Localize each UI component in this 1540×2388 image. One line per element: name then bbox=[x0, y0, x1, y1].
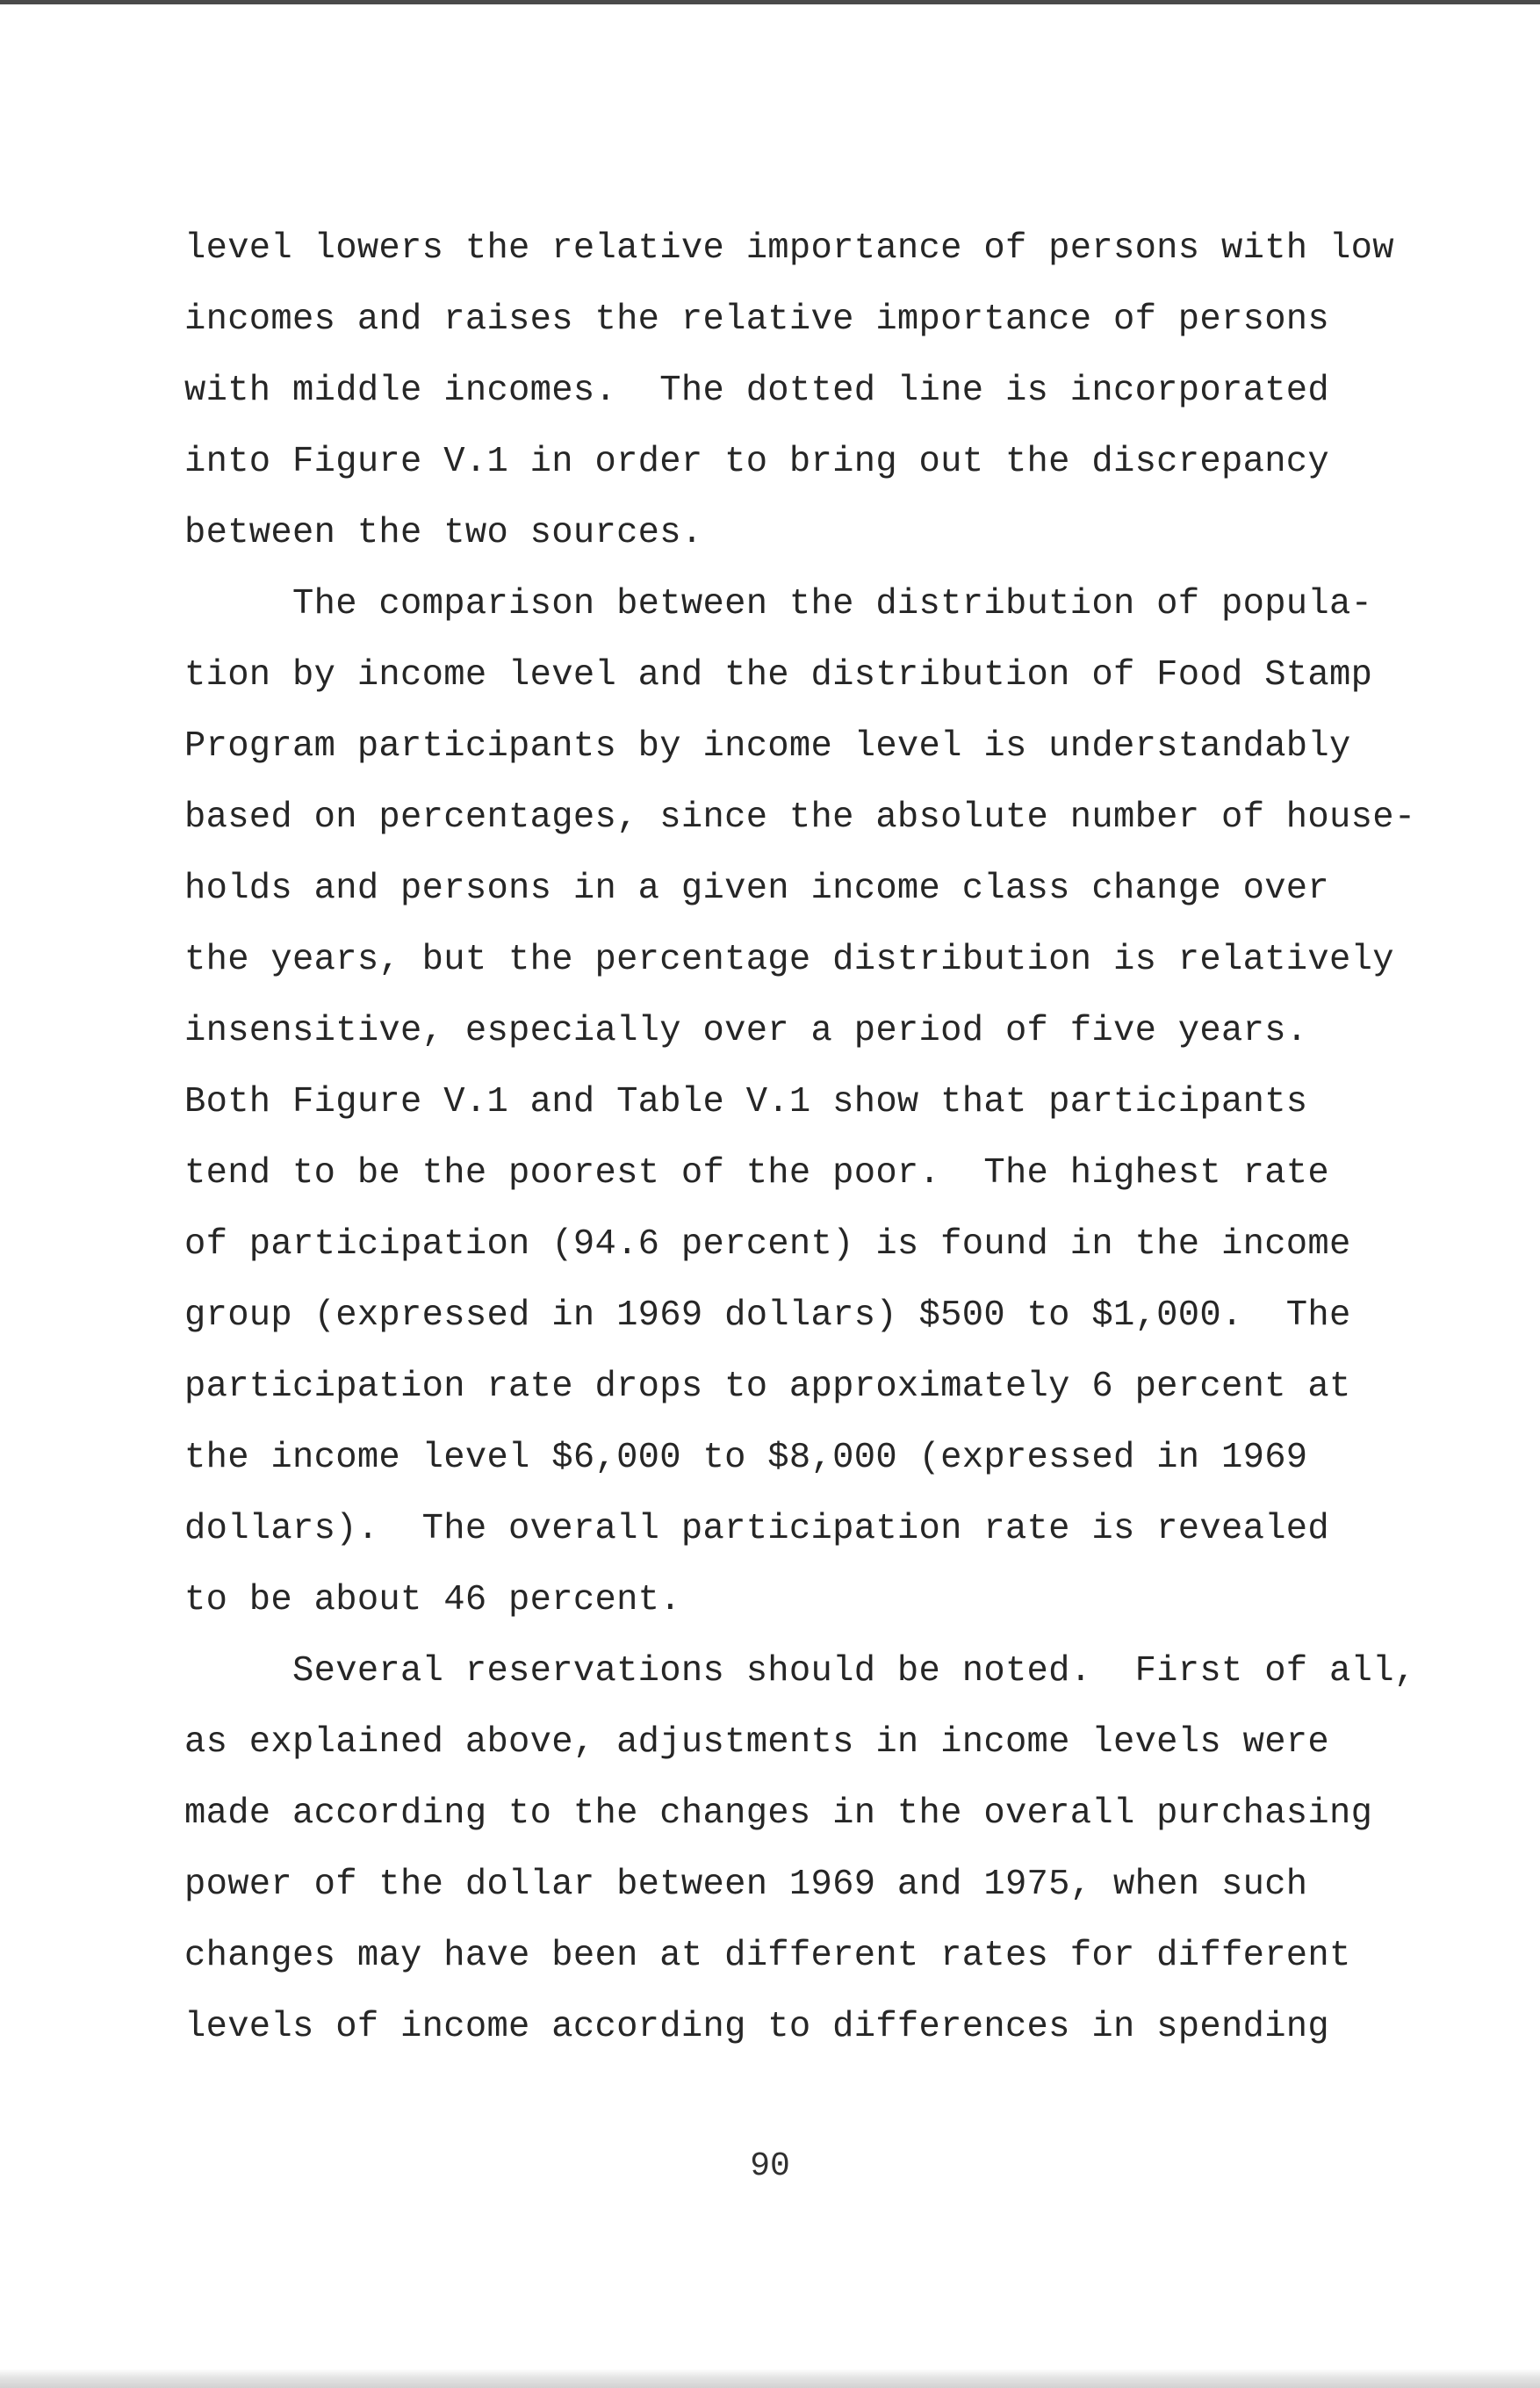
text-line: Several reservations should be noted. First of all, bbox=[184, 1651, 1416, 1692]
body-text bbox=[184, 227, 1416, 2076]
text-line: the income level $6,000 to $8,000 (expressed in 1969 bbox=[184, 1438, 1308, 1478]
text-line: holds and persons in a given income class change over bbox=[184, 869, 1330, 909]
text-line: group (expressed in 1969 dollars) $500 to $1,000. The bbox=[184, 1295, 1351, 1336]
page-number: 90 bbox=[750, 2147, 790, 2185]
scan-edge-top bbox=[0, 0, 1540, 4]
text-line: power of the dollar between 1969 and 1975, when such bbox=[184, 1865, 1308, 1905]
text-line: as explained above, adjustments in income levels were bbox=[184, 1722, 1330, 1763]
text-line: between the two sources. bbox=[184, 513, 703, 553]
text-line: into Figure V.1 in order to bring out the discrepancy bbox=[184, 442, 1330, 482]
text-line: levels of income according to differences in spending bbox=[184, 2007, 1330, 2047]
text-line: The comparison between the distribution of popula- bbox=[184, 584, 1373, 624]
text-line: made according to the changes in the overall purchasing bbox=[184, 1793, 1373, 1834]
text-line: of participation (94.6 percent) is found in the income bbox=[184, 1224, 1351, 1265]
text-line: level lowers the relative importance of persons with low bbox=[184, 228, 1394, 269]
text-line: tion by income level and the distribution of Food Stamp bbox=[184, 655, 1373, 696]
text-line: Program participants by income level is understandably bbox=[184, 726, 1351, 767]
text-line: incomes and raises the relative importance of persons bbox=[184, 299, 1330, 340]
text-line: with middle incomes. The dotted line is incorporated bbox=[184, 371, 1330, 411]
text-line: insensitive, especially over a period of five years. bbox=[184, 1011, 1308, 1051]
text-line: changes may have been at different rates for different bbox=[184, 1936, 1351, 1976]
text-line: based on percentages, since the absolute number of house- bbox=[184, 797, 1416, 838]
text-line: participation rate drops to approximately 6 percent at bbox=[184, 1367, 1351, 1407]
text-line: to be about 46 percent. bbox=[184, 1580, 681, 1620]
text-line: the years, but the percentage distribution is relatively bbox=[184, 940, 1394, 980]
scan-edge-bottom bbox=[0, 2369, 1540, 2388]
text-line: Both Figure V.1 and Table V.1 show that participants bbox=[184, 1082, 1308, 1122]
text-line: tend to be the poorest of the poor. The highest rate bbox=[184, 1153, 1330, 1194]
text-line: dollars). The overall participation rate is revealed bbox=[184, 1509, 1330, 1549]
